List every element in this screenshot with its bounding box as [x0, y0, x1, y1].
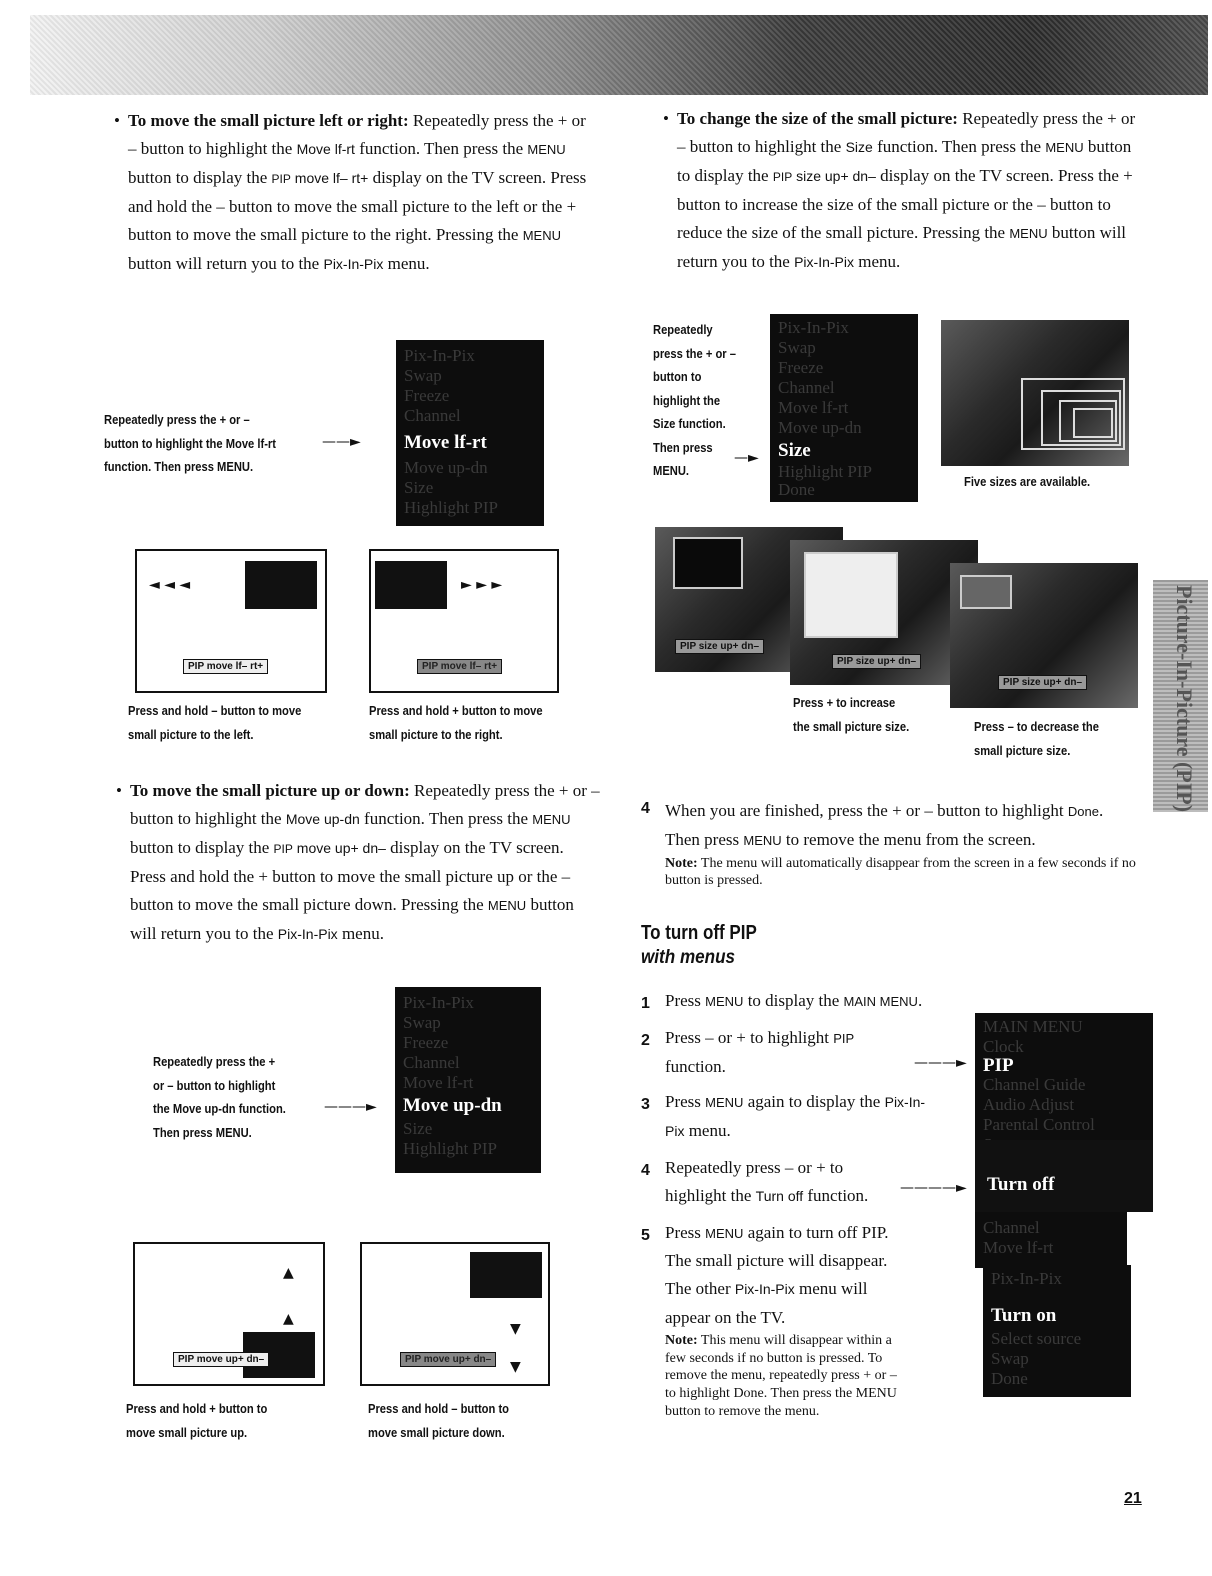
- small-picture: [375, 561, 447, 609]
- ud-heading: To move the small picture up or down:: [130, 781, 410, 800]
- step-4: 4 When you are finished, press the + or – button to highlight Done. Then press MENU to remove the menu from the screen. Note: The menu will automatically disappear from the screen in a few seconds if no button is pressed.: [641, 800, 1136, 889]
- pip-menu-turn-off-lower: Channel Move lf-rt: [975, 1212, 1127, 1268]
- pip-menu-move-up-dn: Pix-In-Pix Swap Freeze Channel Move lf-rt Move up-dn Size Highlight PIP: [395, 987, 541, 1173]
- pip-menu-turn-off: [975, 1140, 1153, 1212]
- tv-screen-move-down: [360, 1242, 550, 1386]
- lr-heading: To move the small picture left or right:: [128, 111, 409, 130]
- turnoff-step-5: 5 Press MENU again to turn off PIP. The small picture will disappear. The other Pix-In-Pix menu will appear on the TV.: [641, 1222, 889, 1327]
- size-screen-medium: PIP size up+ dn–: [790, 540, 978, 685]
- lr-left-caption: Press and hold – button to move small picture to the left.: [128, 703, 302, 742]
- pip-menu-size: Pix-In-Pix Swap Freeze Channel Move lf-rt Move up-dn Size Highlight PIP Done: [770, 314, 918, 502]
- lr-right-caption: Press and hold + button to move small picture to the right.: [369, 703, 543, 742]
- ud-paragraph: • To move the small picture up or down: Repeatedly press the + or – button to highlight the Move up-dn function. Then press the MENU button to display the PIP move up+ dn– display on the TV screen. Press and hold the + button to move the small picture up or the – button to move the small picture down. Pressing the MENU button will return you to the Pix-In-Pix menu.: [130, 777, 600, 949]
- pip-menu-move-lf-rt: Pix-In-Pix Swap Freeze Channel Move lf-rt Move up-dn Size Highlight PIP: [396, 340, 544, 526]
- increase-caption: Press + to increase the small picture size.: [793, 695, 910, 734]
- lr-paragraph: • To move the small picture left or right: Repeatedly press the + or – button to highlight the Move lf-rt function. Then press the MENU button to display the PIP move lf– rt+ display on the TV screen. Press and hold the – button to move the small picture to the left or the + button to move the small picture to the right. Pressing the MENU button will return you to the Pix-In-Pix menu.: [128, 107, 598, 279]
- pip-status-bar: PIP move up+ dn–: [400, 1352, 496, 1367]
- turnoff-step-3: 3 Press MENU again to display the Pix-In-Pix menu.: [641, 1092, 926, 1141]
- size-paragraph: • To change the size of the small picture: Repeatedly press the + or – button to highlight the Size function. Then press the MENU button to display the PIP size up+ dn– display on the TV screen. Press the + button to increase the size of the small picture or the – button to reduce the size of the small picture. Pressing the MENU button will return you to the Pix-In-Pix menu.: [677, 105, 1137, 277]
- pip-menu-turn-on: Pix-In-Pix Turn on Select source Swap Done: [983, 1265, 1131, 1397]
- step-2-arrow-icon: ———►: [914, 1055, 967, 1071]
- size-callout: Repeatedly press the + or – button to highlight the Size function. Then press MENU.: [653, 322, 736, 478]
- pip-status-bar: PIP move lf– rt+: [183, 659, 268, 674]
- turnoff-title: To turn off PIP: [641, 922, 757, 944]
- up-arrows-icon: ▲ ▲: [283, 1265, 294, 1327]
- size-heading: To change the size of the small picture:: [677, 109, 958, 128]
- menu-highlight: Turn off: [987, 1174, 1055, 1195]
- turnoff-steps: [641, 987, 931, 1421]
- tv-screen-move-right: [369, 549, 559, 693]
- turnoff-step-1: 1 Press MENU to display the MAIN MENU.: [641, 991, 923, 1012]
- size-screen-large: PIP size up+ dn–: [950, 563, 1138, 708]
- page-number: 21: [1124, 1490, 1142, 1507]
- bullet: •: [116, 781, 122, 800]
- main-menu-screen: MAIN MENU Clock PIP Channel Guide Audio Adjust Parental Control: [975, 1013, 1153, 1211]
- func-name: Size: [845, 138, 873, 155]
- ud-down-caption: Press and hold – button to move small picture down.: [368, 1401, 509, 1440]
- decrease-caption: Press – to decrease the small picture size.: [974, 719, 1099, 758]
- header-banner-texture: [30, 15, 1208, 95]
- menu-highlight: Turn on: [991, 1305, 1057, 1326]
- size-screen-small: PIP size up+ dn–: [655, 527, 843, 672]
- pip-status-bar: PIP move lf– rt+: [417, 659, 502, 674]
- left-arrows-icon: ◄ ◄ ◄: [149, 577, 191, 593]
- ud-up-caption: Press and hold + button to move small picture up.: [126, 1401, 268, 1440]
- tv-screen-move-up: [133, 1242, 325, 1386]
- turnoff-subtitle: with menus: [641, 947, 736, 968]
- callout-arrow-icon: —►: [734, 450, 759, 466]
- callout-arrow-icon: ——►: [322, 434, 361, 450]
- callout-arrow-icon: ———►: [324, 1099, 377, 1115]
- menu-highlight: Move lf-rt: [404, 432, 487, 453]
- ud-callout: Repeatedly press the + or – button to highlight the Move up-dn function. Then press MENU.: [153, 1054, 286, 1140]
- tv-screen-move-left: [135, 549, 327, 693]
- step-4-arrow-icon: ————►: [900, 1180, 967, 1196]
- small-picture: [245, 561, 317, 609]
- turnoff-step-2: 2 Press – or + to highlight PIP function.: [641, 1027, 855, 1076]
- five-sizes-caption: Five sizes are available.: [964, 474, 1091, 489]
- bullet: •: [663, 109, 669, 128]
- down-arrows-icon: ▼ ▼: [510, 1321, 521, 1375]
- menu-highlight: PIP: [983, 1055, 1014, 1076]
- lr-callout: Repeatedly press the + or – button to highlight the Move lf-rt function. Then press MENU.: [104, 412, 277, 474]
- turnoff-note: Note: This menu will disappear within a few seconds if no button is pressed. To remove the menu, repeatedly press + or – to highlight Done. Then press the MENU button to remove the menu.: [665, 1332, 897, 1419]
- right-arrows-icon: ► ► ►: [461, 577, 503, 593]
- menu-highlight: Size: [778, 440, 811, 461]
- turnoff-step-4: 4 Repeatedly press – or + to highlight the Turn off function.: [641, 1157, 869, 1205]
- side-tab-label: Picture-In-Picture (PIP): [1172, 585, 1197, 813]
- func-name: Move lf-rt: [296, 140, 355, 157]
- func-name: Move up-dn: [285, 810, 360, 827]
- pip-status-bar: PIP move up+ dn–: [173, 1352, 269, 1367]
- menu-highlight: Move up-dn: [403, 1095, 502, 1116]
- five-sizes-image: [941, 320, 1129, 466]
- small-picture: [470, 1252, 542, 1298]
- bullet: •: [114, 111, 120, 130]
